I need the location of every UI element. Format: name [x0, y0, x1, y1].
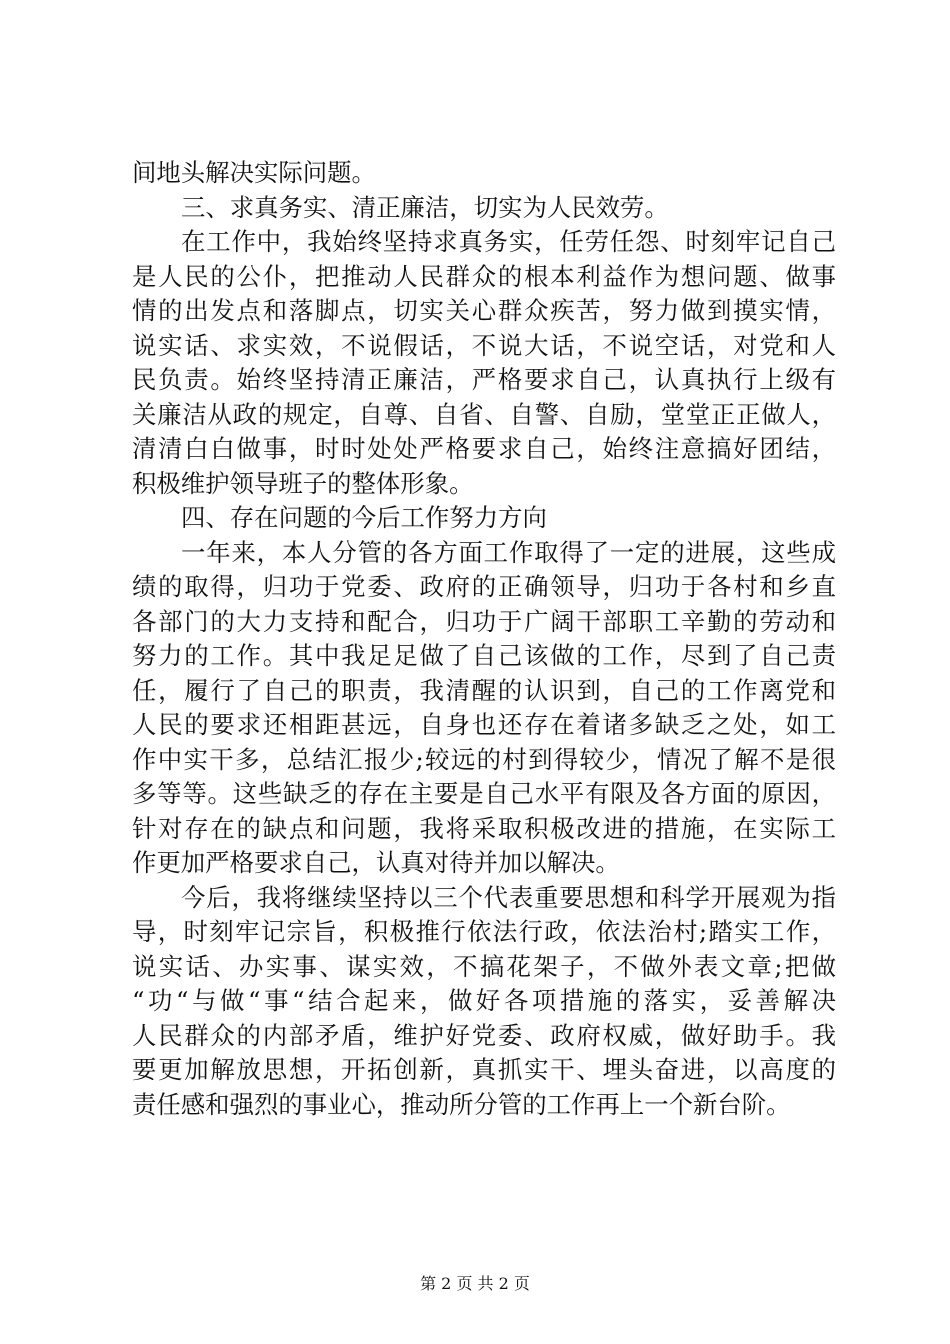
text-line: 多等等。这些缺乏的存在主要是自己水平有限及各方面的原因，	[132, 779, 836, 808]
text-line: “功“与做“事“结合起来，做好各项措施的落实，妥善解决	[132, 986, 836, 1015]
text-line: 导，时刻牢记宗旨，积极推行依法行政，依法治村;踏实工作，	[132, 917, 836, 946]
text-line: 民负责。始终坚持清正廉洁，严格要求自己，认真执行上级有	[132, 365, 836, 394]
page-number-footer: 第 2 页 共 2 页	[420, 1274, 530, 1293]
text-line: 在工作中，我始终坚持求真务实，任劳任怨、时刻牢记自己	[181, 227, 836, 256]
text-line: 作中实干多，总结汇报少;较远的村到得较少，情况了解不是很	[132, 744, 836, 774]
text-line: 一年来，本人分管的各方面工作取得了一定的进展，这些成	[181, 537, 836, 567]
text-line: 关廉洁从政的规定，自尊、自省、自警、自励，堂堂正正做人，	[132, 399, 836, 429]
text-line: 人民群众的内部矛盾，维护好党委、政府权威，做好助手。我	[132, 1020, 836, 1050]
text-line: 绩的取得，归功于党委、政府的正确领导，归功于各村和乡直	[132, 572, 836, 601]
text-line: 任，履行了自己的职责，我清醒的认识到，自己的工作离党和	[132, 675, 836, 705]
text-line: 责任感和强烈的事业心，推动所分管的工作再上一个新台阶。	[132, 1089, 791, 1119]
text-line: 三、求真务实、清正廉洁，切实为人民效劳。	[181, 192, 669, 222]
text-line: 情的出发点和落脚点，切实关心群众疾苦，努力做到摸实情，	[132, 296, 836, 325]
text-line: 努力的工作。其中我足足做了自己该做的工作，尽到了自己责	[132, 641, 836, 670]
text-line: 要更加解放思想，开拓创新，真抓实干、埋头奋进，以高度的	[132, 1055, 836, 1084]
document-body	[132, 156, 836, 1122]
text-line: 人民的要求还相距甚远，自身也还存在着诸多缺乏之处，如工	[132, 710, 836, 739]
text-line: 今后，我将继续坚持以三个代表重要思想和科学开展观为指	[181, 882, 836, 912]
text-line: 说实话、求实效，不说假话，不说大话，不说空话，对党和人	[132, 330, 836, 360]
text-line: 清清白白做事，时时处处严格要求自己，始终注意搞好团结，	[132, 434, 836, 463]
text-line: 是人民的公仆，把推动人民群众的根本利益作为想问题、做事	[132, 261, 836, 291]
text-line: 说实话、办实事、谋实效，不搞花架子，不做外表文章;把做	[132, 951, 836, 981]
text-line: 针对存在的缺点和问题，我将采取积极改进的措施，在实际工	[132, 813, 836, 843]
text-line: 四、存在问题的今后工作努力方向	[181, 503, 547, 532]
text-line: 各部门的大力支持和配合，归功于广阔干部职工辛勤的劳动和	[132, 606, 836, 636]
text-line: 间地头解决实际问题。	[132, 158, 376, 187]
text-line: 作更加严格要求自己，认真对待并加以解决。	[132, 848, 620, 877]
text-line: 积极维护领导班子的整体形象。	[132, 468, 474, 498]
